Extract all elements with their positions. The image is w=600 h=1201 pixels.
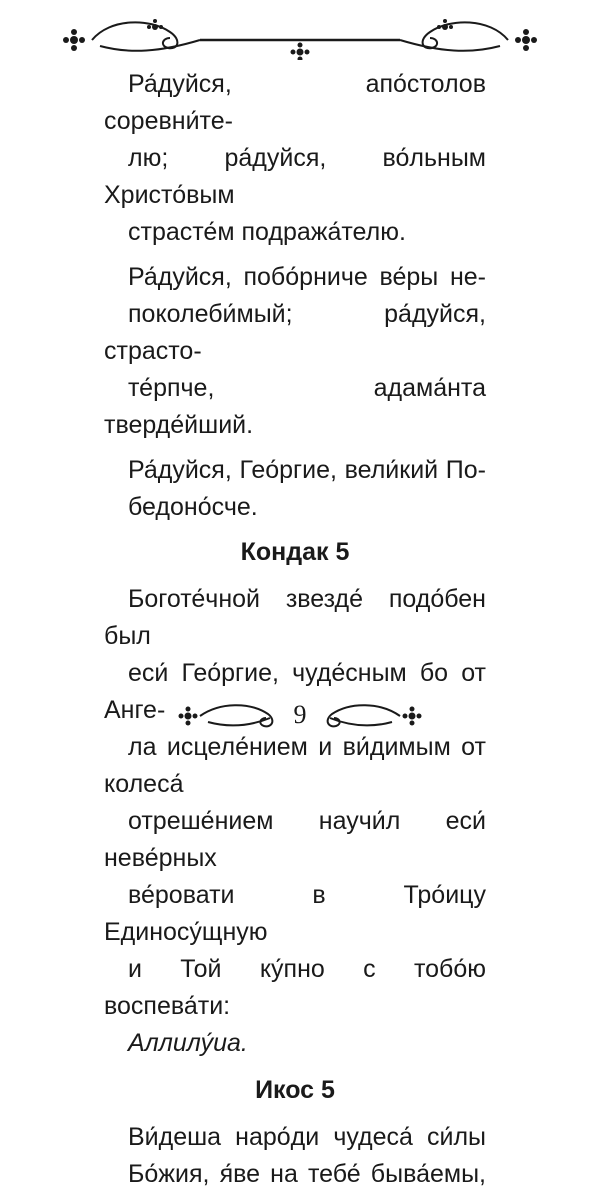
top-ornament [0, 10, 600, 60]
text-line: ла исцеле́нием и ви́димым от колеса́ [104, 733, 486, 798]
top-right-flower-icon [515, 29, 537, 51]
text-line: Ра́дуйся, Гео́ргие, вели́кий По- [128, 456, 486, 484]
text-line: лю; ра́дуйся, во́льным Христо́вым [104, 144, 486, 209]
text-line: бедоно́сче. [128, 493, 258, 521]
text-line: Ви́деша наро́ди чудеса́ си́лы [128, 1123, 486, 1151]
kondak-paragraph [104, 581, 486, 1062]
paragraph-2 [104, 259, 486, 444]
top-right-scroll-icon [423, 22, 508, 48]
text-line: Ра́дуйся, побо́рниче ве́ры не- [128, 263, 486, 291]
paragraph-3 [104, 452, 486, 526]
text-line: Бо́жия, я́ве на тебе́ быва́емы, [128, 1160, 486, 1188]
kondak-heading: Кондак 5 [240, 538, 350, 566]
top-left-scroll-icon [92, 22, 177, 48]
top-center-flower-icon [291, 43, 310, 61]
text-line: поколеби́мый; ра́дуйся, страсто- [104, 300, 486, 365]
ikos-paragraph [104, 1119, 486, 1193]
text-line: Ра́дуйся, апо́столов соревни́те- [104, 70, 486, 135]
page-content [104, 66, 486, 1201]
text-line: Боготе́чной звезде́ подо́бен был [104, 585, 486, 650]
paragraph-1 [104, 66, 486, 251]
text-line: страсте́м подража́телю. [128, 218, 406, 246]
alleluia-text: Аллилу́иа. [128, 1029, 248, 1057]
text-line: еси́ Гео́ргие, чуде́сным бо от Анге- [104, 659, 486, 724]
top-left-flower-icon [63, 29, 85, 51]
page-number: 9 [293, 700, 307, 729]
text-line: отреше́нием научи́л еси́ неве́рных [104, 807, 486, 872]
text-line: ве́ровати в Тро́ицу Единосу́щную [104, 881, 486, 946]
text-line: те́рпче, адама́нта тверде́йший. [104, 374, 486, 439]
text-line: и Той ку́пно с тобо́ю воспева́ти: [104, 955, 486, 1020]
ikos-heading: Икос 5 [255, 1076, 335, 1104]
